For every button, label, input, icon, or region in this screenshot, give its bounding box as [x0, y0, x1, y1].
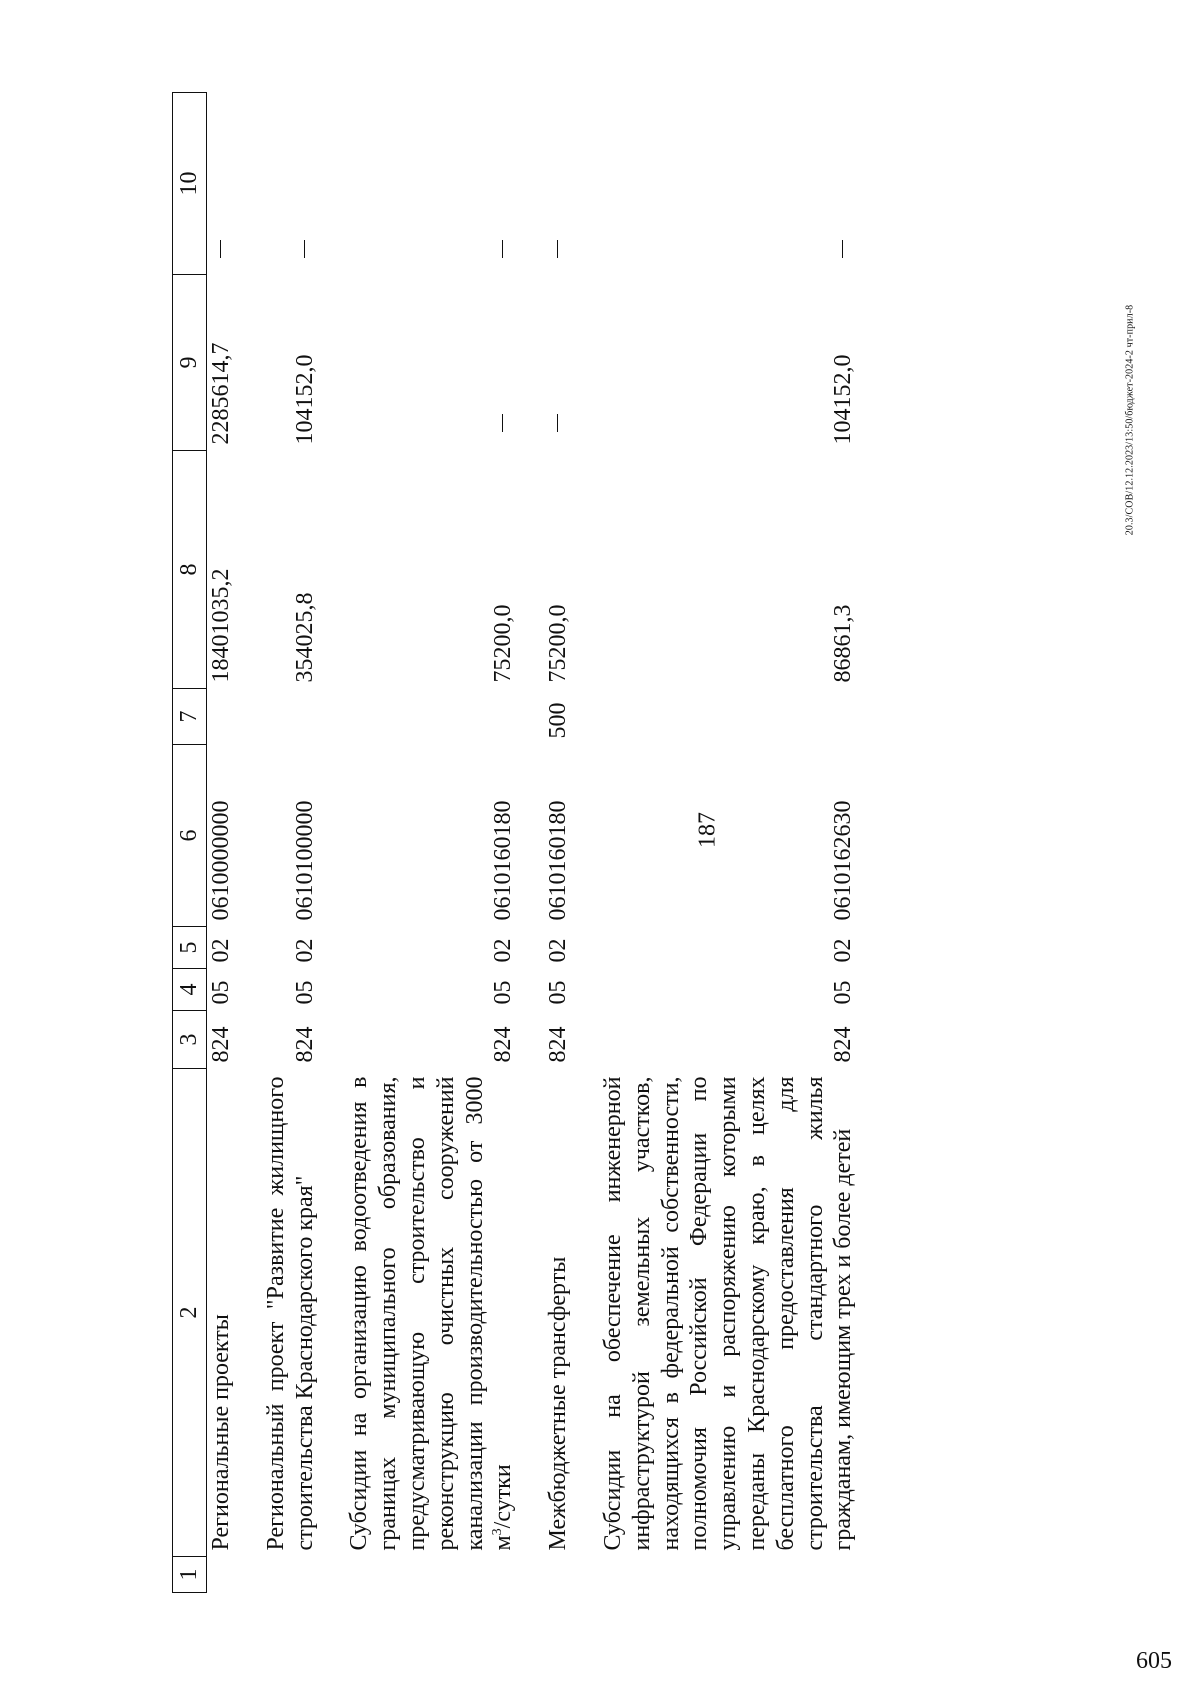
cell-col-8: 18401035,2 — [208, 568, 234, 683]
row-number-cell — [345, 1557, 518, 1593]
cell-col-5: 02 — [545, 938, 572, 963]
cell-col-6: 0610160180 — [490, 800, 517, 921]
cell-col-3: 824 — [291, 1026, 318, 1063]
row-name: Региональные проекты — [208, 1314, 234, 1551]
dash-mark — [842, 241, 843, 259]
cell-col-3: 824 — [208, 1026, 234, 1063]
header-col-10: 10 — [173, 93, 207, 275]
cell-col-4: 05 — [830, 980, 857, 1005]
header-col-4: 4 — [173, 969, 207, 1011]
cell-col-3: 824 — [830, 1026, 857, 1063]
budget-table — [172, 92, 858, 1593]
cell-col-3: 824 — [490, 1026, 517, 1063]
cell-col-6: 0610162630 — [830, 800, 857, 921]
cell-col-7 — [345, 689, 518, 745]
header-col-2: 2 — [173, 1069, 207, 1557]
cell-col-6: 0610100000 — [291, 800, 318, 921]
cell-col-8: 86861,3 — [830, 604, 857, 683]
cell-col-9: 104152,0 — [830, 354, 857, 445]
cell-col-4: 05 — [291, 980, 318, 1005]
cell-col-5: 02 — [291, 938, 318, 963]
header-col-3: 3 — [173, 1011, 207, 1069]
header-col-5: 5 — [173, 927, 207, 969]
cell-col-7 — [599, 689, 858, 745]
cell-col-8: 75200,0 — [545, 604, 572, 683]
row-number-cell — [207, 1557, 236, 1593]
dash-mark — [557, 415, 558, 433]
sheet-number: 605 — [1136, 1648, 1172, 1674]
cell-col-9: 104152,0 — [291, 354, 318, 445]
row-number-cell — [544, 1557, 573, 1593]
cell-col-7: 500 — [545, 702, 572, 739]
table-row — [262, 93, 320, 1593]
cell-col-4: 05 — [545, 980, 572, 1005]
cell-col-4: 05 — [490, 980, 517, 1005]
cell-col-8: 75200,0 — [490, 604, 517, 683]
dash-mark — [557, 241, 558, 259]
page-number: 187 — [694, 812, 721, 848]
header-col-1: 1 — [173, 1557, 207, 1593]
row-name: Субсидии на обеспечение инженерной инфраструктурой земельных участков, находящихся в федеральной собственности, полномочия Российской Федерации по управлению и распоряжению которыми переданы Краснодарскому краю, в целях бесплатного предоставления для строительства стандартного жилья гражданам, имеющим трех и более детей — [599, 1076, 857, 1551]
rotated-table-container — [172, 93, 858, 1593]
document-code: 20.3/СОВ/12.12.2023/13:50/бюджет-2024-2 чт-прил-8 — [1124, 304, 1136, 536]
dash-mark — [502, 415, 503, 433]
cell-col-5: 02 — [208, 938, 234, 963]
header-row — [173, 93, 207, 1593]
cell-col-5: 02 — [490, 938, 517, 963]
cell-col-10 — [345, 93, 518, 275]
header-col-9: 9 — [173, 275, 207, 451]
cell-col-9 — [345, 275, 518, 451]
table-row — [599, 93, 858, 1593]
row-number-cell — [262, 1557, 320, 1593]
cell-col-9: 2285614,7 — [208, 342, 234, 445]
header-col-7: 7 — [173, 689, 207, 745]
table-row — [345, 93, 518, 1593]
cell-col-8: 354025,8 — [291, 592, 318, 683]
header-col-8: 8 — [173, 451, 207, 689]
cell-col-6: 0610000000 — [208, 800, 234, 921]
cell-col-4: 05 — [208, 980, 234, 1005]
row-name: Субсидии на организацию водоотведения в границах муниципального образования, предусматривающую строительство и реконструкцию очистных сооружений канализации производительностью от 3000 $м^3$/сутки — [346, 1076, 517, 1551]
cell-col-7 — [262, 689, 320, 745]
cell-col-10 — [599, 93, 858, 275]
cell-col-10 — [207, 93, 236, 275]
cell-col-10 — [544, 93, 573, 275]
row-name: Межбюджетные трансферты — [545, 1256, 572, 1551]
cell-col-7 — [207, 689, 236, 745]
dash-mark — [304, 241, 305, 259]
dash-mark — [502, 241, 503, 259]
cell-col-9 — [544, 275, 573, 451]
cell-col-10 — [262, 93, 320, 275]
cell-col-3: 824 — [545, 1026, 572, 1063]
row-name: Региональный проект "Развитие жилищного строительства Краснодарского края" — [262, 1076, 318, 1551]
row-number-cell — [599, 1557, 858, 1593]
table-row — [544, 93, 573, 1593]
cell-col-5: 02 — [830, 938, 857, 963]
header-col-6: 6 — [173, 745, 207, 927]
dash-mark — [220, 241, 221, 259]
cell-col-6: 0610160180 — [545, 800, 572, 921]
table-row — [207, 93, 236, 1593]
